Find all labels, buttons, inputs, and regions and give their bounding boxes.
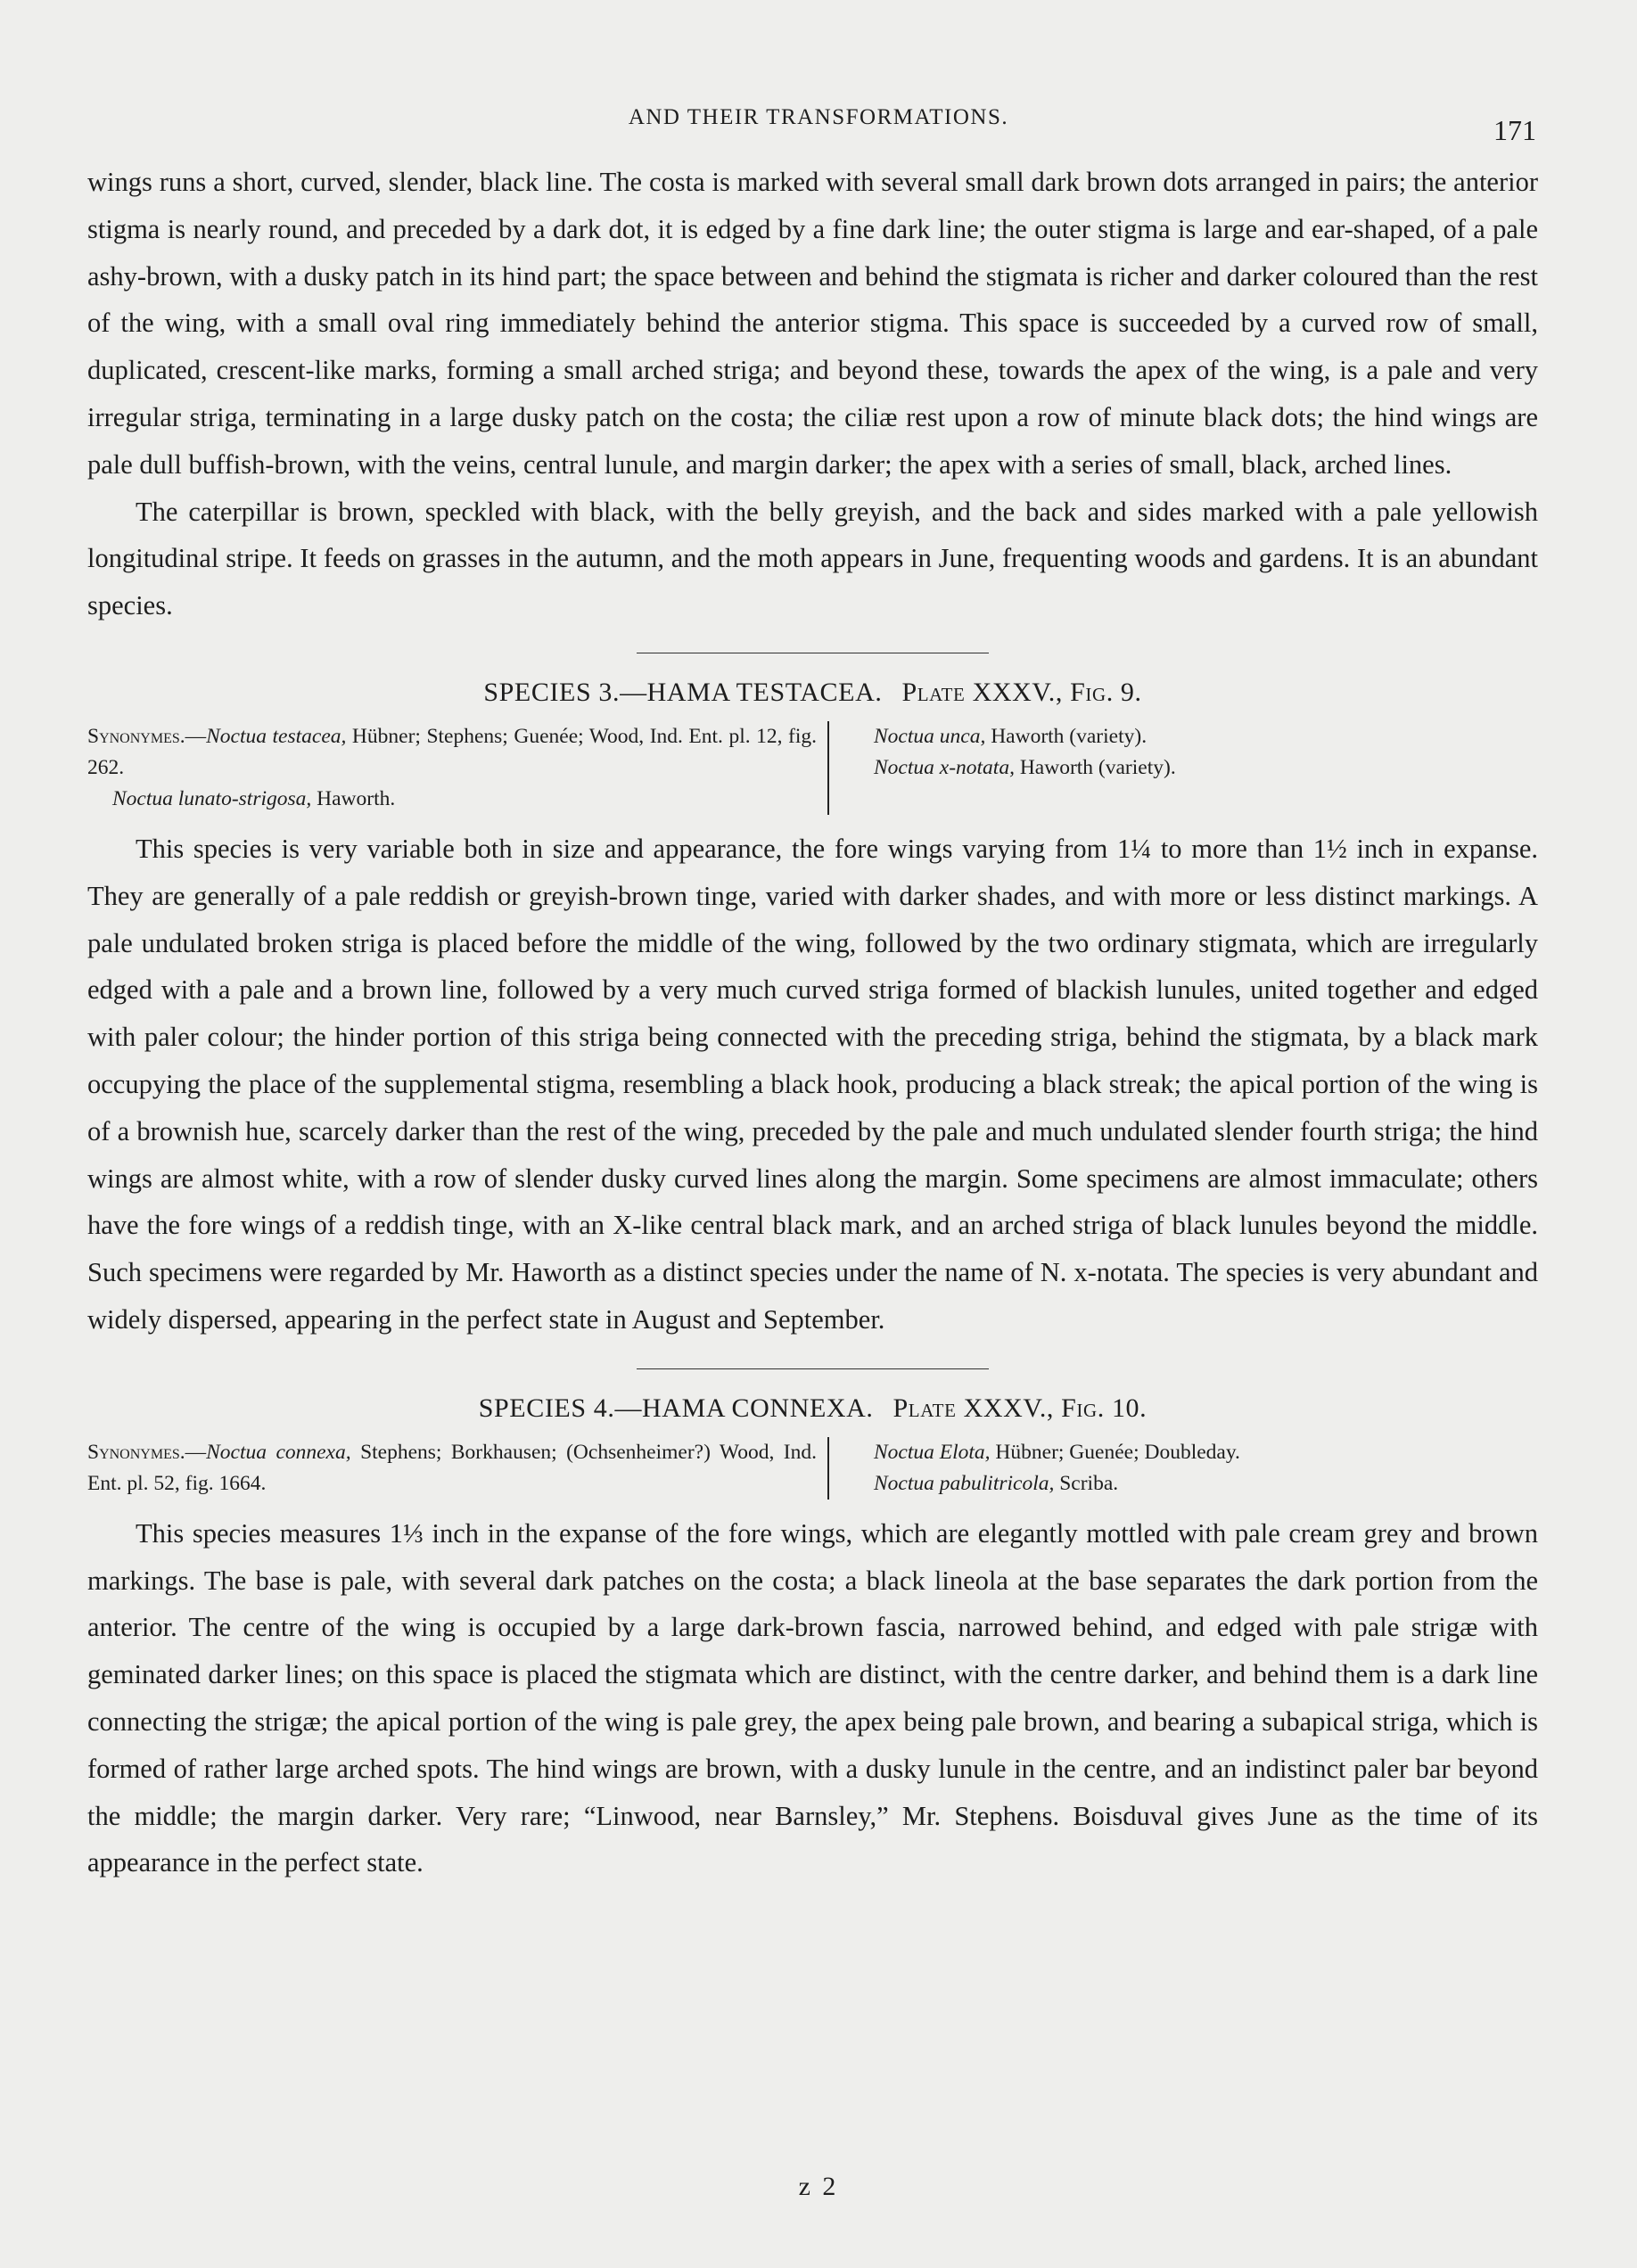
synonym-authority: Haworth.	[311, 786, 396, 810]
synonym-name: Noctua x-notata,	[874, 755, 1015, 779]
synonym-name: Noctua testacea,	[206, 724, 347, 748]
synonyms-right-column	[829, 1437, 1240, 1500]
synonyms-label: Synonymes.—	[87, 1440, 207, 1464]
species-4-description: This species measures 1⅓ inch in the expanse of the fore wings, which are elegantly mottled with pale cream grey and brown markings. The base is pale, with several dark patches on the costa; a black lineola at the base separates the dark portion from the anterior. The centre of the wing is occupied by a large dark-brown fascia, narrowed behind, and edged with pale strigæ with geminated darker lines; on this space is placed the stigmata which are distinct, with the centre darker, and behind them is a dark line connecting the strigæ; the apical portion of the wing is pale grey, the apex being pale brown, and bearing a subapical striga, which is formed of rather large arched spots. The hind wings are brown, with a dusky lunule in the centre, and an indistinct paler bar beyond the middle; the margin darker. Very rare; “Linwood, near Barnsley,” Mr. Stephens. Boisduval gives June as the time of its appearance in the perfect state.	[87, 1517, 1538, 1878]
synonym-entry	[874, 752, 1176, 784]
body-text	[87, 159, 1538, 1886]
synonym-authority: Stephens; Borkhausen; (Ochsenheimer?) Wood, Ind. Ent. pl. 52, fig. 1664.	[87, 1440, 817, 1495]
species-3-plate-ref: Plate XXXV., Fig. 9.	[901, 677, 1142, 707]
signature-mark: z 2	[798, 2172, 839, 2201]
synonym-entry	[87, 784, 817, 815]
synonym-entry	[874, 721, 1176, 752]
synonym-authority: Hübner; Stephens; Guenée; Wood, Ind. Ent. pl. 12, fig. 262.	[87, 724, 817, 779]
synonym-name: Noctua unca,	[874, 724, 986, 748]
synonym-authority: Scriba.	[1054, 1471, 1119, 1495]
synonym-name: Noctua lunato-strigosa,	[112, 786, 312, 810]
synonym-authority: Hübner; Guenée; Doubleday.	[990, 1440, 1240, 1464]
species-4-synonyms	[87, 1437, 1538, 1500]
synonym-authority: Haworth (variety).	[985, 724, 1148, 748]
running-head: AND THEIR TRANSFORMATIONS.	[628, 105, 1009, 129]
synonyms-left-column	[87, 721, 829, 815]
section-divider	[637, 1368, 989, 1369]
species-4-title: SPECIES 4.—HAMA CONNEXA.	[478, 1393, 874, 1423]
species-3-heading	[87, 675, 1538, 711]
synonyms-label: Synonymes.—	[87, 724, 207, 748]
species-3-title: SPECIES 3.—HAMA TESTACEA.	[483, 677, 883, 707]
synonym-authority: Haworth (variety).	[1014, 755, 1176, 779]
species-3-synonyms	[87, 721, 1538, 815]
synonym-name: Noctua Elota,	[874, 1440, 991, 1464]
species-4-plate-ref: Plate XXXV., Fig. 10.	[893, 1393, 1148, 1423]
synonym-entry	[874, 1437, 1240, 1468]
synonym-name: Noctua pabulitricola,	[874, 1471, 1055, 1495]
species-4-heading	[87, 1391, 1538, 1426]
species-3-description: This species is very variable both in size and appearance, the fore wings varying from 1¼ to more than 1½ inch in expanse. They are generally of a pale reddish or greyish-brown tinge, varied with darker shades, and with more or less distinct markings. A pale undulated broken striga is placed before the middle of the wing, followed by the two ordinary stigmata, which are irregularly edged with a pale and a brown line, followed by a very much curved striga formed of blackish lunules, united together and edged with paler colour; the hinder portion of this striga being connected with the preceding striga, behind the stigmata, by a black mark occupying the place of the supplemental stigma, resembling a black hook, producing a black streak; the apical portion of the wing is of a brownish hue, scarcely darker than the rest of the wing, preceded by the pale and much undulated slender fourth striga; the hind wings are almost white, with a row of slender dusky curved lines along the margin. Some specimens are almost immaculate; others have the fore wings of a reddish tinge, with an X-like central black mark, and an arched striga of black lunules beyond the middle. Such specimens were regarded by Mr. Haworth as a distinct species under the name of N. x-notata. The species is very abundant and widely dispersed, appearing in the perfect state in August and September.	[87, 833, 1538, 1335]
synonym-entry	[87, 721, 817, 784]
synonyms-right-column	[829, 721, 1176, 815]
synonym-name: Noctua connexa,	[206, 1440, 351, 1464]
synonym-entry	[87, 1437, 817, 1500]
synonym-entry	[874, 1468, 1240, 1500]
paragraph-caterpillar: The caterpillar is brown, speckled with black, with the belly greyish, and the back and sides marked with a pale yellowish longitudinal stripe. It feeds on grasses in the autumn, and the moth appears in June, frequenting woods and gardens. It is an abundant species.	[87, 496, 1538, 621]
paragraph-wing-description: wings runs a short, curved, slender, black line. The costa is marked with several small dark brown dots arranged in pairs; the anterior stigma is nearly round, and preceded by a dark dot, it is edged by a fine dark line; the outer stigma is large and ear-shaped, of a pale ashy-brown, with a dusky patch in its hind part; the space between and behind the stigmata is richer and darker coloured than the rest of the wing, with a small oval ring immediately behind the anterior stigma. This space is succeeded by a curved row of small, duplicated, crescent-like marks, forming a small arched striga; and beyond these, towards the apex of the wing, is a pale and very irregular striga, terminating in a large dusky patch on the costa; the ciliæ rest upon a row of minute black dots; the hind wings are pale dull buffish-brown, with the veins, central lunule, and margin darker; the apex with a series of small, black, arched lines.	[87, 167, 1538, 480]
synonyms-left-column	[87, 1437, 829, 1500]
page-number: 171	[1493, 114, 1536, 146]
